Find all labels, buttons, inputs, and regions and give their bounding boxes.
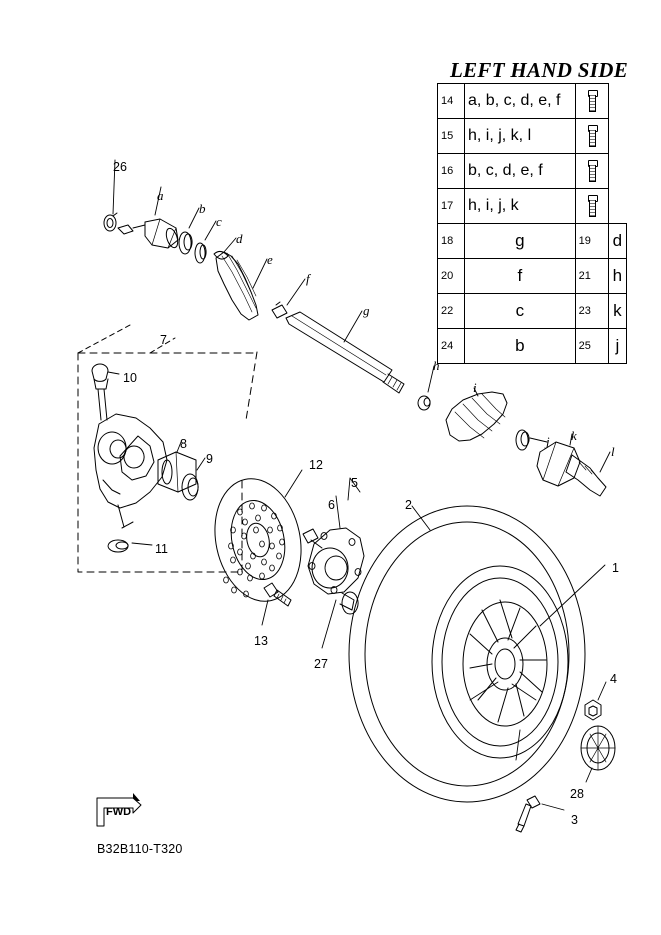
drawing-code: B32B110-T320 <box>97 842 183 856</box>
callout-k: k <box>571 428 577 443</box>
callout-l: l <box>611 444 615 459</box>
table-row <box>438 224 627 259</box>
callout-3: 3 <box>571 813 578 827</box>
callout-13: 13 <box>254 634 268 648</box>
callout-1: 1 <box>612 561 619 575</box>
callout-c: c <box>216 214 222 229</box>
fwd-label: FWD <box>106 806 132 818</box>
callout-d: d <box>236 231 243 246</box>
callout-9: 9 <box>206 452 213 466</box>
callout-28: 28 <box>570 787 584 801</box>
bolt-icon <box>575 189 608 224</box>
row-letters: h, i, j, k <box>465 189 576 224</box>
callout-i: i <box>473 380 477 395</box>
row-number: 18 <box>438 224 465 259</box>
callout-10: 10 <box>123 371 137 385</box>
row-number: 16 <box>438 154 465 189</box>
row-value: k <box>608 294 626 329</box>
bolt-icon <box>575 84 608 119</box>
callout-8: 8 <box>180 437 187 451</box>
fwd-arrow-icon <box>95 799 143 829</box>
table-row <box>438 154 627 189</box>
callout-4: 4 <box>610 672 617 686</box>
row-letters: b, c, d, e, f <box>465 154 576 189</box>
callout-f: f <box>306 271 310 286</box>
callout-12: 12 <box>309 458 323 472</box>
row-number: 14 <box>438 84 465 119</box>
row-value: b <box>465 329 576 364</box>
side-title: LEFT HAND SIDE <box>449 58 629 82</box>
row-number: 17 <box>438 189 465 224</box>
callout-7: 7 <box>160 333 167 347</box>
row-value: j <box>608 329 626 364</box>
row-number: 23 <box>575 294 608 329</box>
row-number: 15 <box>438 119 465 154</box>
callout-b: b <box>199 201 206 216</box>
row-number: 22 <box>438 294 465 329</box>
row-number: 25 <box>575 329 608 364</box>
bolt-icon <box>575 154 608 189</box>
callout-e: e <box>267 252 273 267</box>
row-value: c <box>465 294 576 329</box>
table-row <box>438 329 627 364</box>
table-row <box>438 294 627 329</box>
row-value: h <box>608 259 626 294</box>
table-row <box>438 259 627 294</box>
callout-6: 6 <box>328 498 335 512</box>
callout-26: 26 <box>113 160 127 174</box>
table-row <box>438 84 627 119</box>
row-number: 19 <box>575 224 608 259</box>
row-value: f <box>465 259 576 294</box>
callout-11: 11 <box>155 542 168 556</box>
callout-j: j <box>546 434 550 449</box>
callout-2: 2 <box>405 498 412 512</box>
row-value: d <box>608 224 626 259</box>
bolt-icon <box>575 119 608 154</box>
row-letters: h, i, j, k, l <box>465 119 576 154</box>
parts-table <box>437 83 627 364</box>
callout-h: h <box>433 358 440 373</box>
row-number: 20 <box>438 259 465 294</box>
table-row <box>438 119 627 154</box>
callout-a: a <box>157 188 164 203</box>
callout-5: 5 <box>351 476 358 490</box>
row-letters: a, b, c, d, e, f <box>465 84 576 119</box>
table-row <box>438 189 627 224</box>
callout-g: g <box>363 303 370 318</box>
row-number: 21 <box>575 259 608 294</box>
callout-27: 27 <box>314 657 328 671</box>
row-number: 24 <box>438 329 465 364</box>
row-value: g <box>465 224 576 259</box>
